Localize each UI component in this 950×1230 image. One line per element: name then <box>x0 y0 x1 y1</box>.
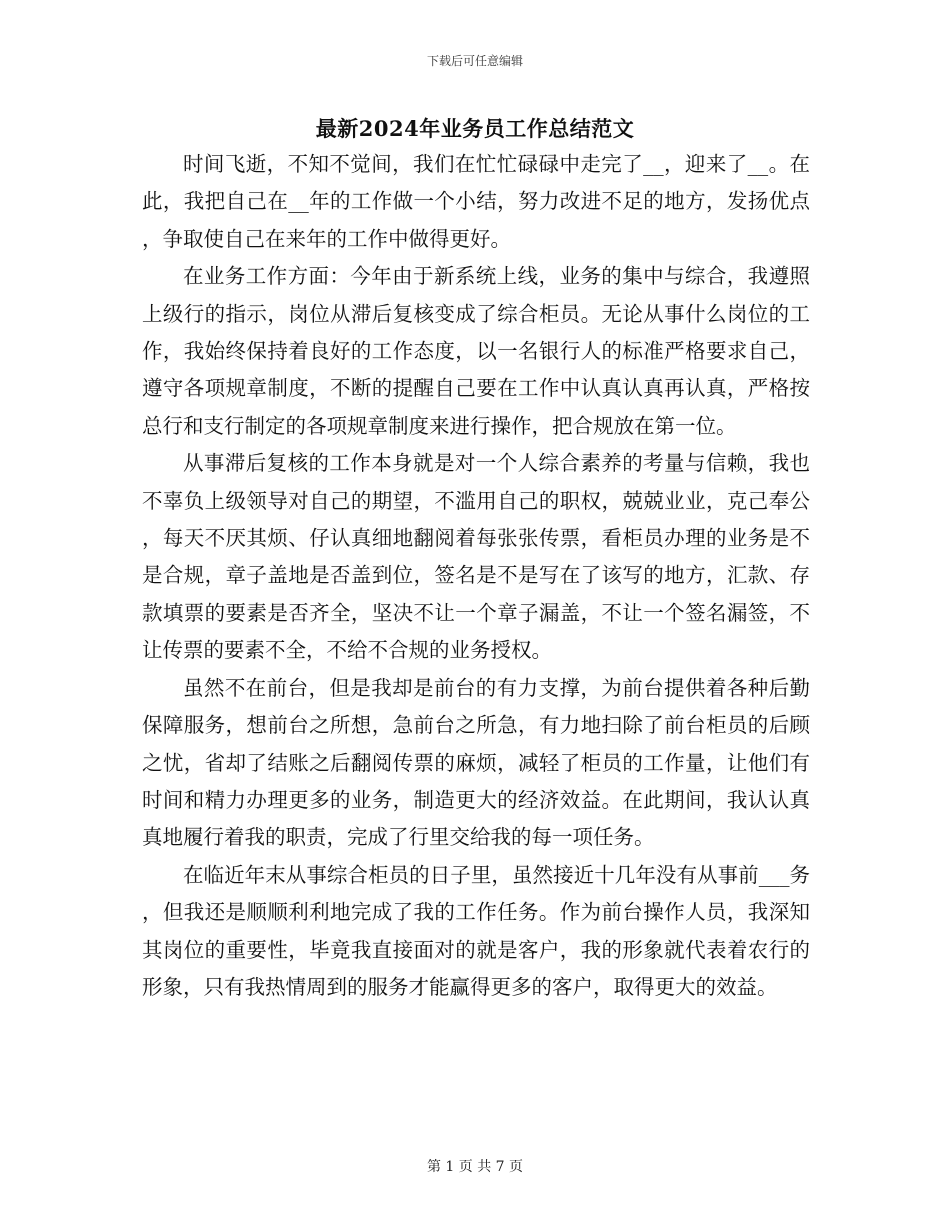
paragraph-4: 虽然不在前台，但是我却是前台的有力支撑，为前台提供着各种后勤保障服务，想前台之所想，急前台之所急，有力地扫除了前台柜员的后顾之忧，省却了结账之后翻阅传票的麻烦，减轻了柜员的工作量，让他们有时间和精力办理更多的业务，制造更大的经济效益。在此期间，我认认真真地履行着我的职责，完成了行里交给我的每一项任务。 <box>142 675 810 850</box>
page-header-note: 下载后可任意编辑 <box>426 54 523 68</box>
paragraph-2: 在业务工作方面：今年由于新系统上线，业务的集中与综合，我遵照上级行的指示，岗位从滞后复核变成了综合柜员。无论从事什么岗位的工作，我始终保持着良好的工作态度，以一名银行人的标准严格要求自己，遵守各项规章制度，不断的提醒自己要在工作中认真认真再认真，严格按总行和支行制定的各项规章制度来进行操作，把合规放在第一位。 <box>142 264 810 438</box>
document-body <box>142 146 810 1006</box>
paragraph-3: 从事滞后复核的工作本身就是对一个人综合素养的考量与信赖，我也不辜负上级领导对自己的期望，不滥用自己的职权，兢兢业业，克己奉公，每天不厌其烦、仔认真细地翻阅着每张张传票，看柜员办理的业务是不是合规，章子盖地是否盖到位，签名是不是写在了该写的地方，汇款、存款填票的要素是否齐全，坚决不让一个章子漏盖，不让一个签名漏签，不让传票的要素不全，不给不合规的业务授权。 <box>142 451 810 663</box>
page-number-footer: 第 1 页 共 7 页 <box>426 1159 524 1175</box>
paragraph-5: 在临近年末从事综合柜员的日子里，虽然接近十几年没有从事前___务，但我还是顺顺利利地完成了我的工作任务。作为前台操作人员，我深知其岗位的重要性，毕竟我直接面对的就是客户，我的形象就代表着农行的形象，只有我热情周到的服务才能赢得更多的客户，取得更大的效益。 <box>142 862 810 999</box>
document-title: 最新2024年业务员工作总结范文 <box>315 116 635 141</box>
paragraph-1: 时间飞逝，不知不觉间，我们在忙忙碌碌中走完了__，迎来了__。在此，我把自己在__年的工作做一个小结，努力改进不足的地方，发扬优点，争取使自己在来年的工作中做得更好。 <box>142 152 810 251</box>
